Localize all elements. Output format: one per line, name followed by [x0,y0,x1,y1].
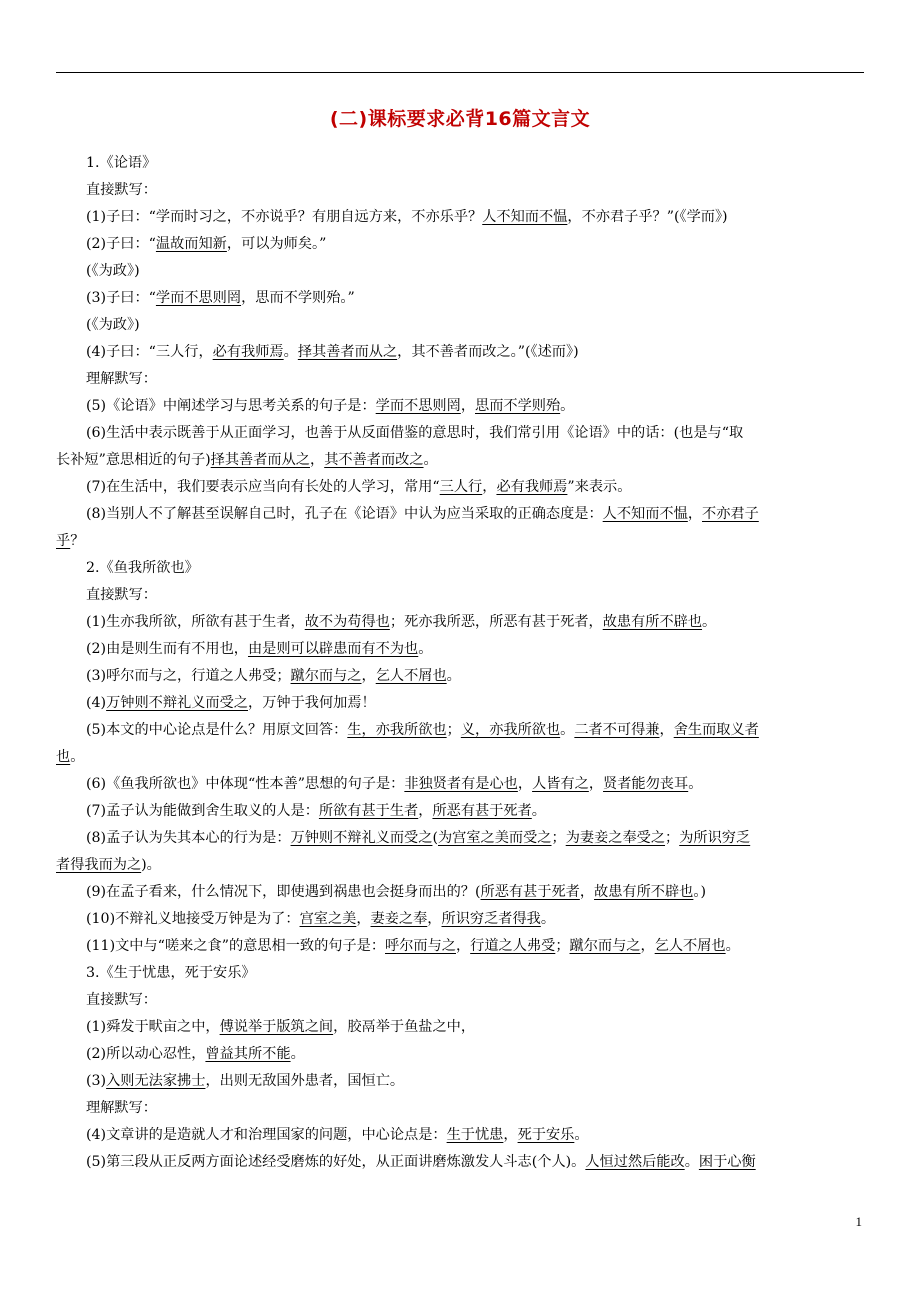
page-title: (二)课标要求必背16篇文言文 [329,108,591,130]
header-rule [56,72,864,73]
answer-text: 乞人不屑也 [375,668,447,684]
text-line [56,231,864,258]
text-segment: 直接默写： [86,992,157,1008]
text-segment: ， [503,1127,518,1143]
text-segment: ， [361,668,376,684]
answer-text: 所恶有甚于死者 [480,884,580,900]
text-segment: ，胶鬲举于鱼盐之中， [333,1019,476,1035]
answer-text: 必有我师焉 [496,479,568,495]
text-segment: ， [418,803,433,819]
text-segment: 。 [702,614,717,630]
text-segment: 。 [70,749,85,765]
answer-text: 行道之人弗受 [470,938,556,954]
text-line [56,582,864,609]
answer-text: 二者不可得兼 [574,722,660,738]
text-segment: 。 [560,398,575,414]
answer-text: 其不善者而改之 [324,452,424,468]
text-segment: 。 [684,1154,699,1170]
answer-text: 故患有所不辟也 [594,884,694,900]
text-segment: ； [446,722,461,738]
text-segment: 2.《鱼我所欲也》 [86,560,199,576]
text-line [56,933,864,960]
answer-text: 曾益其所不能 [205,1046,291,1062]
text-line [56,636,864,663]
text-line [56,906,864,933]
text-segment: 。 [574,1127,589,1143]
text-segment: (5)本文的中心论点是什么？用原文回答： [86,722,348,738]
text-segment: ， [460,398,476,414]
answer-text: 思而不学则殆 [475,398,561,414]
answer-text: 生，亦我所欲也 [347,722,447,738]
answer-text: 贤者能勿丧耳 [603,776,689,792]
text-segment: (6)《鱼我所欲也》中体现“性本善”思想的句子是： [86,776,405,792]
answer-text: 生于忧患 [446,1127,504,1143]
text-line [56,204,864,231]
text-segment: 长补短”意思相近的句子) [56,452,211,468]
answer-text: 蹴尔而与之 [569,938,641,954]
answer-text: 故不为苟得也 [304,614,390,630]
text-segment: ， [427,911,442,927]
text-segment: (《为政》) [86,263,140,279]
answer-text: 故患有所不辟也 [602,614,703,630]
text-segment: ， [687,506,703,522]
text-segment: (3)子曰：“ [86,290,156,306]
text-line [56,1095,864,1122]
answer-text: 死于安乐 [517,1127,575,1143]
answer-text: 傅说举于版筑之间 [219,1019,334,1035]
answer-text: 为所识穷乏 [679,830,751,846]
text-segment: (9)在孟子看来，什么情况下，即使遇到祸患也会挺身而出的？( [86,884,481,900]
text-segment: 理解默写： [86,371,157,387]
answer-text: 万钟则不辩礼义而受之 [290,830,433,846]
text-segment: (1)舜发于畎亩之中， [86,1019,220,1035]
text-segment: 。 [283,344,298,360]
text-segment: 直接默写： [86,182,157,198]
text-segment: ； [555,938,570,954]
answer-text: 呼尔而与之 [385,938,456,954]
text-segment: (5)第三段从正反两方面论述经受磨炼的好处，从正面讲磨炼激发人斗志(个人)。 [86,1154,586,1170]
answer-text: 乎 [56,533,71,549]
text-segment: ； [551,830,566,846]
answer-text: 为妻妾之奉受之 [565,830,666,846]
text-segment: ； [665,830,680,846]
text-line [56,690,864,717]
text-line [56,312,864,339]
text-line [56,474,864,501]
text-line [56,879,864,906]
text-segment: )。 [141,857,161,873]
text-line [56,447,864,474]
text-segment: 理解默写： [86,1100,157,1116]
text-segment: (3) [86,1073,107,1089]
text-segment: ，不亦君子乎？”(《学而》) [567,209,728,225]
text-segment: ？ [70,533,85,549]
text-segment: 3.《生于忧患，死于安乐》 [86,965,256,981]
text-segment: (8)当别人不了解甚至误解自己时，孔子在《论语》中认为应当采取的正确态度是： [86,506,603,522]
answer-text: 学而不思则罔 [375,398,461,414]
text-segment: ；死亦我所恶，所恶有甚于死者， [389,614,603,630]
text-line [56,852,864,879]
text-line [56,798,864,825]
text-segment: 。 [446,668,461,684]
text-line [56,501,864,528]
text-line [56,1068,864,1095]
answer-text: 人恒过然后能改 [585,1154,685,1170]
text-line [56,393,864,420]
text-segment: ， [640,938,655,954]
text-segment: (2)所以动心忍性， [86,1046,206,1062]
answer-text: 所欲有甚于生者 [318,803,419,819]
text-segment: (7)在生活中，我们要表示应当向有长处的人学习，常用“ [86,479,440,495]
answer-text: 人皆有之 [532,776,589,792]
text-line [56,987,864,1014]
answer-text: 入则无法家拂士 [106,1073,206,1089]
text-segment: ， [356,911,371,927]
text-line [56,150,864,177]
text-segment: ，思而不学则殆。” [241,290,355,306]
text-line [56,177,864,204]
text-segment: 。) [693,884,706,900]
text-line [56,717,864,744]
answer-text: 舍生而取义者 [673,722,759,738]
text-segment: ，其不善者而改之。”(《述而》) [397,344,579,360]
text-segment: (《为政》) [86,317,140,333]
text-segment: (10)不辩礼义地接受万钟是为了： [86,911,300,927]
answer-text: 乞人不屑也 [654,938,726,954]
answer-text: 者得我而为之 [56,857,142,873]
text-segment: (8)孟子认为失其本心的行为是： [86,830,291,846]
text-segment: (2)由是则生而有不用也， [86,641,248,657]
text-segment: (1)子曰：“学而时习之，不亦说乎？有朋自远方来，不亦乐乎？ [86,209,483,225]
text-segment: 。 [290,1046,305,1062]
text-segment: (11)文中与“嗟来之食”的意思相一致的句子是： [86,938,386,954]
text-line [56,285,864,312]
text-line [56,555,864,582]
answer-text: 择其善者而从之 [297,344,398,360]
answer-text: 必有我师焉 [212,344,284,360]
text-segment: 。 [423,452,438,468]
text-segment: ，可以为师矣。” [226,236,327,252]
text-segment: ( [432,830,438,846]
text-segment: ， [659,722,674,738]
text-line [56,960,864,987]
answer-text: 所恶有甚于死者 [432,803,532,819]
answer-text: 困于心衡 [698,1154,756,1170]
text-segment: ， [517,776,533,792]
answer-text: 万钟则不辩礼义而受之 [106,695,248,711]
text-segment: (7)孟子认为能做到舍生取义的人是： [86,803,319,819]
answer-text: 不亦君子 [702,506,759,522]
text-segment: (4) [86,695,107,711]
answer-text: 由是则可以辟患而有不为也 [247,641,419,657]
text-segment: (5)《论语》中阐述学习与思考关系的句子是： [86,398,376,414]
answer-text: 义，亦我所欲也 [460,722,561,738]
text-segment: 。 [688,776,703,792]
text-segment: (6)生活中表示既善于从正面学习，也善于从反面借鉴的意思时，我们常引用《论语》中的话：(也是与“取 [86,425,744,441]
text-line [56,744,864,771]
text-line [56,609,864,636]
text-segment: ，万钟于我何加焉！ [248,695,376,711]
text-segment: (4)子曰：“三人行， [86,344,213,360]
answer-text: 蹴尔而与之 [290,668,362,684]
text-segment: ， [455,938,471,954]
text-segment: 。 [560,722,575,738]
answer-text: 择其善者而从之 [210,452,310,468]
page-number: 1 [855,1214,862,1229]
text-segment: ， [588,776,604,792]
text-segment: ， [310,452,325,468]
text-segment: 。 [725,938,740,954]
answer-text: 非独贤者有是心也 [404,776,518,792]
text-segment: (3)呼尔而与之，行道之人弗受； [86,668,291,684]
text-line [56,1122,864,1149]
text-line [56,528,864,555]
text-line [56,366,864,393]
text-line [56,420,864,447]
answer-text: 人不知而不愠 [482,209,568,225]
text-segment: 。 [418,641,433,657]
text-segment: (2)子曰：“ [86,236,156,252]
text-segment: (1)生亦我所欲，所欲有甚于生者， [86,614,305,630]
text-segment: ， [482,479,497,495]
text-line [56,771,864,798]
text-segment: 。 [531,803,546,819]
text-line [56,825,864,852]
answer-text: 人不知而不愠 [602,506,688,522]
text-segment: 。 [540,911,556,927]
answer-text: 三人行 [439,479,483,495]
text-segment: 直接默写： [86,587,157,603]
text-segment: ， [579,884,595,900]
answer-text: 为宫室之美而受之 [437,830,552,846]
text-line [56,1149,864,1176]
answer-text: 所识穷乏者得我 [441,911,541,927]
answer-text: 宫室之美 [299,911,357,927]
text-line [56,663,864,690]
answer-text: 也 [56,749,71,765]
text-line [56,1041,864,1068]
text-line [56,258,864,285]
answer-text: 妻妾之奉 [370,911,428,927]
text-line [56,339,864,366]
text-segment: (4)文章讲的是造就人才和治理国家的问题，中心论点是： [86,1127,447,1143]
text-segment: ，出则无敌国外患者，国恒亡。 [205,1073,405,1089]
answer-text: 学而不思则罔 [155,290,242,306]
text-segment: ”来表示。 [567,479,632,495]
document-body [56,150,864,1176]
answer-text: 温故而知新 [155,236,227,252]
text-segment: 1.《论语》 [86,155,157,171]
text-line [56,1014,864,1041]
